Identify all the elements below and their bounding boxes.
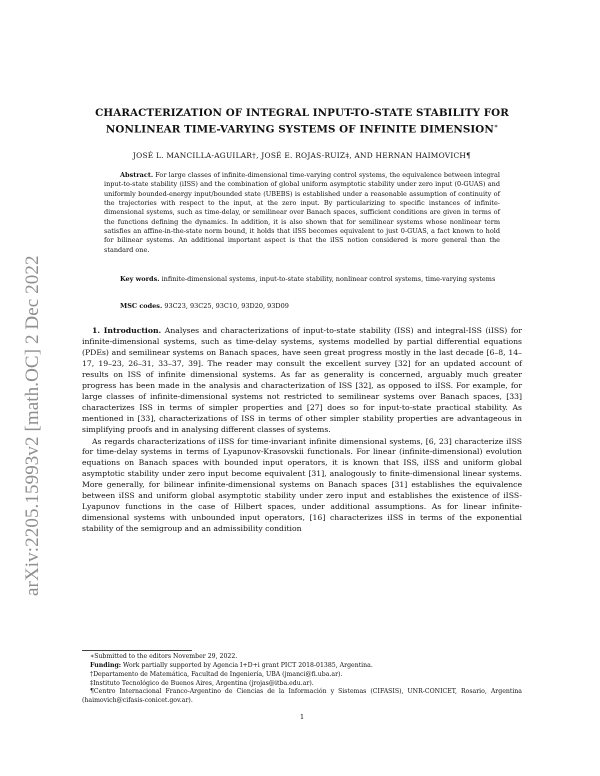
title-footnote-mark: ∗ (493, 123, 499, 130)
keywords (104, 275, 500, 284)
funding-text: Work partially supported by Agencia I+D+i grant PICT 2018-01385, Argentina. (123, 661, 373, 669)
footnote-funding (82, 662, 522, 671)
introduction-section (82, 326, 522, 535)
footnote-affiliation-2: ‡Instituto Tecnológico de Buenos Aires, Argentina (jrojas@itba.edu.ar). (90, 679, 314, 687)
abstract-text: For large classes of infinite-dimensional time-varying control systems, the equivalence between integral input-to-state stability (iISS) and the combination of global uniform asymptotic stability under zero input (0-GUAS) and uniformly bounded-energy input/bounded state (UBEBS) is established under a reasonable assumption of continuity of the trajectories with respect to the input, at the zero input. By particularizing to specific instances of infinite-dimensional systems, such as time-delay, or semilinear over Banach spaces, sufficient conditions are given in terms of the functions defining the dynamics. In addition, it is also shown that for semilinear systems whose nonlinear term satisfies an affine-in-the-state norm bound, it holds that iISS becomes equivalent to just 0-GUAS, a fact known to hold for bilinear systems. An additional important aspect is that the iISS notion considered is more general than the standard one. (104, 171, 500, 254)
footnote-submitted: ∗Submitted to the editors November 29, 2022. (90, 653, 238, 660)
msc-codes (104, 302, 500, 311)
abstract (104, 171, 500, 255)
keywords-label: Key words. (120, 275, 160, 283)
footnote-affiliation-1: †Departamento de Matemática, Facultad de Ingeniería, UBA (jmanci@fi.uba.ar). (90, 670, 343, 678)
paper-title (82, 107, 522, 136)
section-heading: 1. Introduction. (92, 326, 162, 335)
abstract-label: Abstract. (120, 171, 154, 179)
footnote-affiliation-3: ¶Centro Internacional Franco-Argentino de Ciencias de la Información y Sistemas (CIFASIS), UNR-CONICET, Rosario, Argentina (haimovich@cifasis-conicet.gov.ar). (82, 688, 522, 705)
intro-paragraph-1-text: Analyses and characterizations of input-to-state stability (ISS) and integral-ISS (iISS) for infinite-dimensional systems, such as time-delay systems, systems modelled by partial differential equations (PDEs) and semilinear systems on Banach spaces, have seen great progress mostly in the last decade [6–8, 14–17, 19–23, 26–31, 33–37, 39]. The reader may consult the excellent survey [32] for an updated account of results on ISS of infinite dimensional systems. As far as generality is concerned, arguably much greater progress has been made in the analysis and characterization of ISS [32], as opposed to iISS. For example, for large classes of infinite-dimensional systems not restricted to semilinear systems over Banach spaces, [33] characterizes ISS in terms of simpler properties and [27] does so for input-to-state practical stability. As mentioned in [33], characterizations of ISS in terms of other simpler stability properties are advantageous in simplifying proofs and in analysing different classes of systems. (82, 326, 522, 434)
arxiv-identifier: arXiv:2205.15993v2 [math.OC] 2 Dec 2022 (22, 255, 43, 596)
funding-label: Funding: (90, 661, 122, 669)
paper-title-text: CHARACTERIZATION OF INTEGRAL INPUT-TO-STATE STABILITY FOR NONLINEAR TIME-VARYING SYSTEMS OF INFINITE DIMENSION (95, 107, 509, 136)
intro-paragraph-1 (82, 326, 522, 436)
footnotes (82, 653, 522, 706)
msc-text: 93C23, 93C25, 93C10, 93D20, 93D09 (164, 302, 289, 310)
keywords-text: infinite-dimensional systems, input-to-state stability, nonlinear control systems, time-varying systems (161, 275, 496, 283)
footnote-divider (82, 650, 192, 651)
intro-paragraph-2: As regards characterizations of iISS for time-invariant infinite dimensional systems, [6, 23] characterize iISS for time-delay systems in terms of Lyapunov-Krasovskii functionals. For linear (infinite-dimensional) evolution equations on Banach spaces with bounded input operators, it is known that ISS, iISS and uniform global asymptotic stability under zero input become equivalent [31], analogously to finite-dimensional linear systems. More generally, for bilinear infinite-dimensional systems on Banach spaces [31] establishes the equivalence between iISS and uniform global asymptotic stability under zero input and establishes the existence of iISS-Lyapunov functions in the case of Hilbert spaces, under additional assumptions. As for linear infinite-dimensional systems with unbounded input operators, [16] characterizes iISS in terms of the exponential stability of the semigroup and an admissibility condition (82, 436, 522, 534)
msc-label: MSC codes. (120, 302, 163, 310)
paper-authors: JOSÉ L. MANCILLA-AGUILAR†, JOSÉ E. ROJAS-RUIZ‡, AND HERNAN HAIMOVICH¶ (132, 151, 472, 160)
page-number: 1 (299, 713, 305, 721)
